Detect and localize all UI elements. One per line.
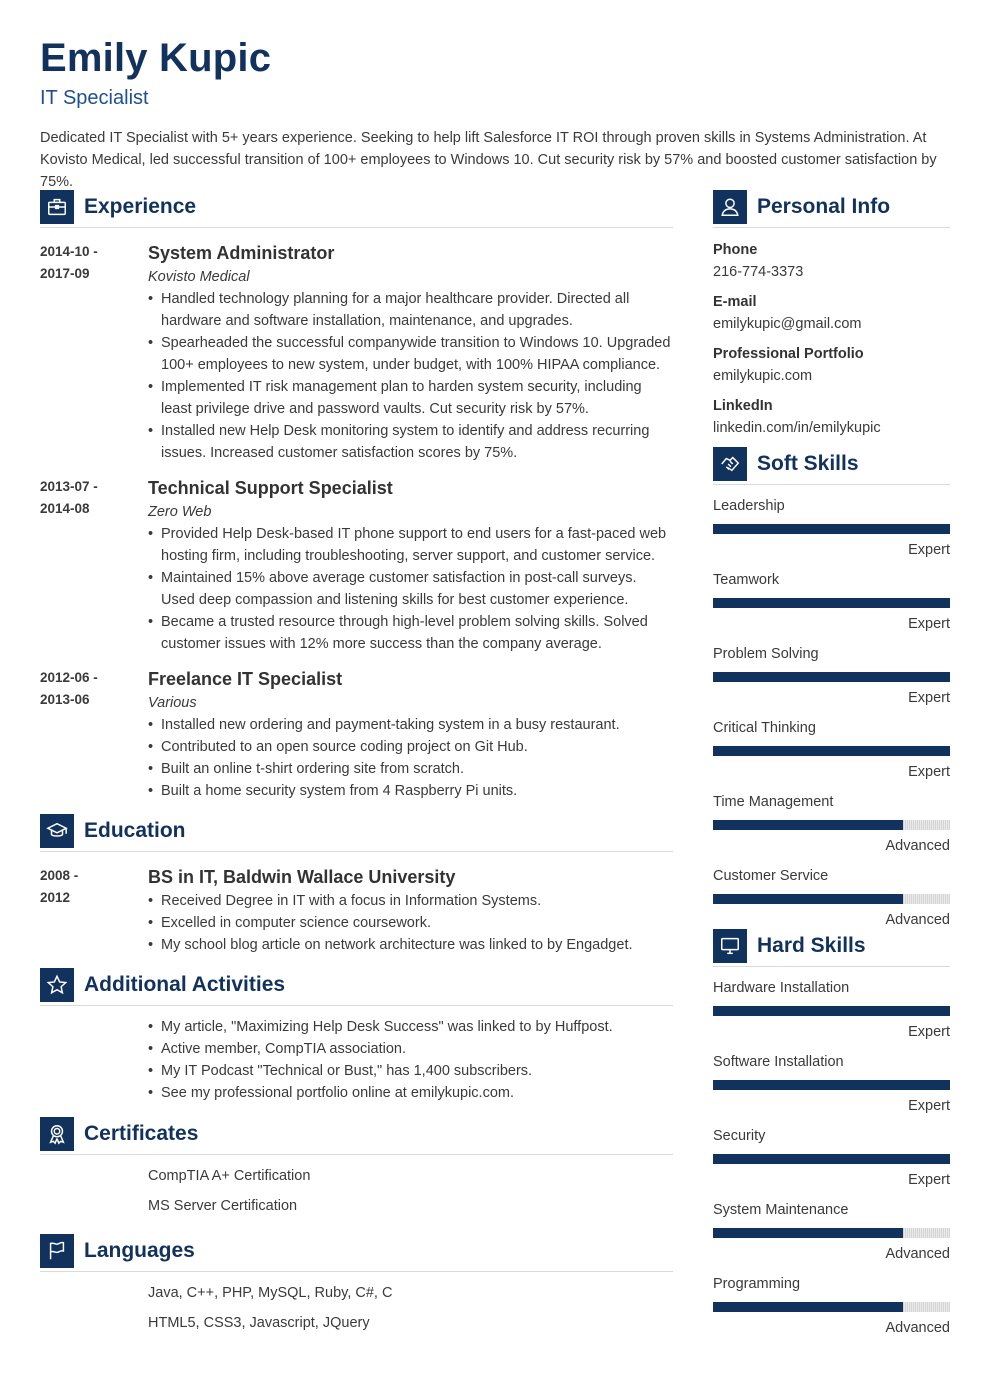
personal-info-title: Personal Info: [757, 195, 891, 218]
phone-value: 216-774-3373: [713, 264, 804, 280]
skill-name: Programming: [713, 1276, 801, 1292]
job-bullets: [148, 714, 673, 802]
sidebar-column: [713, 190, 950, 1347]
job-bullets: [148, 523, 673, 655]
soft-skills-heading: [713, 447, 950, 481]
bullet: • My IT Podcast "Technical or Bust," has 1,400 subscribers.: [148, 1060, 673, 1082]
date-end: 2012: [40, 890, 71, 905]
language-item: HTML5, CSS3, Javascript, JQuery: [148, 1315, 370, 1331]
certificates-section: [40, 1117, 673, 1221]
date-start: 2012-06 -: [40, 670, 98, 685]
skill-level-bar: [713, 1302, 950, 1312]
portfolio-value: emilykupic.com: [713, 368, 813, 384]
job-dates: [40, 476, 140, 520]
handshake-icon: [713, 447, 747, 481]
bullet: • Built an online t-shirt ordering site from scratch.: [148, 758, 673, 780]
date-end: 2014-08: [40, 501, 90, 516]
education-heading: [40, 814, 673, 848]
hard-skills-section: [713, 929, 950, 1347]
date-end: 2017-09: [40, 266, 90, 281]
bullet: • Spearheaded the successful companywide transition to Windows 10. Upgraded 100+ employees to new system, under budget, with 100% HIPAA compliance.: [148, 332, 673, 376]
skill-level-fill: [713, 1302, 903, 1312]
skill-level-bar: [713, 1006, 950, 1016]
job-company: Various: [148, 695, 197, 711]
bullet: • My school blog article on network architecture was linked to by Engadget.: [148, 934, 673, 956]
activities-entry: [40, 1016, 673, 1104]
education-entry: [40, 864, 673, 956]
skill-level-label: Expert: [908, 542, 950, 558]
job-bullets: [148, 288, 673, 464]
skill-level-bar: [713, 672, 950, 682]
skill-level-label: Advanced: [885, 912, 950, 928]
languages-heading: [40, 1234, 673, 1268]
bullet: • See my professional portfolio online at emilykupic.com.: [148, 1082, 673, 1104]
experience-title: Experience: [84, 195, 197, 218]
profile-summary: Dedicated IT Specialist with 5+ years experience. Seeking to help lift Salesforce IT ROI through proven skills in Systems Administration. At Kovisto Medical, led successful transition of 100+ employees to Windows 10. Cut security risk by 57% and boosted customer satisfaction by 75%.: [40, 130, 937, 190]
skill-level-fill: [713, 1080, 950, 1090]
skill-level-label: Advanced: [885, 1320, 950, 1336]
personal-info-heading: [713, 190, 950, 224]
job-entry: [40, 666, 673, 802]
candidate-name: Emily Kupic: [40, 36, 272, 80]
graduation-cap-icon: [40, 814, 74, 848]
skill-level-label: Expert: [908, 764, 950, 780]
date-start: 2008 -: [40, 868, 79, 883]
experience-section: [40, 190, 673, 802]
resume-page: [40, 0, 950, 1400]
skill-row: [713, 717, 950, 791]
skill-name: Software Installation: [713, 1054, 844, 1070]
skill-row: [713, 977, 950, 1051]
skill-level-label: Expert: [908, 690, 950, 706]
bullet: • Became a trusted resource through high-level problem solving skills. Solved customer issues with 12% more success than the company average.: [148, 611, 673, 655]
job-company: Zero Web: [148, 504, 212, 520]
bullet: • Maintained 15% above average customer satisfaction in post-call surveys. Used deep compassion and listening skills for best customer experience.: [148, 567, 673, 611]
star-icon: [40, 968, 74, 1002]
skill-name: Teamwork: [713, 572, 780, 588]
job-role: Technical Support Specialist: [148, 478, 393, 498]
job-company: Kovisto Medical: [148, 269, 250, 285]
job-role: System Administrator: [148, 243, 335, 263]
skill-level-bar: [713, 820, 950, 830]
portfolio-label: Professional Portfolio: [713, 346, 864, 362]
skill-level-fill: [713, 672, 950, 682]
skill-level-bar: [713, 746, 950, 756]
skill-level-bar: [713, 1228, 950, 1238]
skill-row: [713, 791, 950, 865]
education-title: Education: [84, 819, 186, 842]
skill-level-bar: [713, 1080, 950, 1090]
skill-level-fill: [713, 894, 903, 904]
experience-heading: [40, 190, 673, 224]
briefcase-icon: [40, 190, 74, 224]
soft-skills-section: [713, 447, 950, 939]
skill-level-bar: [713, 524, 950, 534]
certificate-item: MS Server Certification: [148, 1198, 298, 1214]
skill-row: [713, 1199, 950, 1273]
skill-name: Security: [713, 1128, 766, 1144]
date-start: 2013-07 -: [40, 479, 98, 494]
hard-skills-heading: [713, 929, 950, 963]
linkedin-label: LinkedIn: [713, 398, 773, 414]
certificates-list: [40, 1161, 673, 1221]
bullet: • Contributed to an open source coding project on Git Hub.: [148, 736, 673, 758]
education-bullets: [148, 890, 673, 956]
language-item: Java, C++, PHP, MySQL, Ruby, C#, C: [148, 1285, 393, 1301]
activities-bullets: [148, 1016, 673, 1104]
certificates-heading: [40, 1117, 673, 1151]
skill-name: Problem Solving: [713, 646, 819, 662]
activities-title: Additional Activities: [84, 973, 286, 996]
job-entry: [40, 475, 673, 655]
email-label: E-mail: [713, 294, 757, 310]
phone-label: Phone: [713, 242, 758, 258]
skill-level-bar: [713, 1154, 950, 1164]
email-value: emilykupic@gmail.com: [713, 316, 862, 332]
skill-row: [713, 1125, 950, 1199]
soft-skills-title: Soft Skills: [757, 452, 859, 475]
bullet: • Active member, CompTIA association.: [148, 1038, 673, 1060]
skill-level-fill: [713, 746, 950, 756]
main-column: [40, 190, 673, 1338]
skill-level-bar: [713, 894, 950, 904]
bullet: • Installed new Help Desk monitoring system to identify and address recurring issues. Increased customer satisfaction scores by 75%.: [148, 420, 673, 464]
job-role: Freelance IT Specialist: [148, 669, 343, 689]
skill-name: Customer Service: [713, 868, 829, 884]
education-dates: [40, 865, 140, 909]
monitor-icon: [713, 929, 747, 963]
skill-row: [713, 495, 950, 569]
skill-name: Hardware Installation: [713, 980, 850, 996]
job-entry: [40, 240, 673, 464]
skill-level-fill: [713, 524, 950, 534]
skill-name: System Maintenance: [713, 1202, 849, 1218]
skill-level-fill: [713, 1154, 950, 1164]
activities-heading: [40, 968, 673, 1002]
skill-name: Time Management: [713, 794, 834, 810]
education-section: [40, 814, 673, 956]
bullet: • Built a home security system from 4 Raspberry Pi units.: [148, 780, 673, 802]
skill-level-fill: [713, 820, 903, 830]
certificates-title: Certificates: [84, 1122, 199, 1145]
soft-skills-list: [713, 495, 950, 939]
skill-level-fill: [713, 598, 950, 608]
degree: BS in IT, Baldwin Wallace University: [148, 867, 456, 887]
skill-name: Critical Thinking: [713, 720, 816, 736]
date-start: 2014-10 -: [40, 244, 98, 259]
bullet: • Installed new ordering and payment-taking system in a busy restaurant.: [148, 714, 673, 736]
bullet: • Excelled in computer science coursework.: [148, 912, 673, 934]
skill-level-label: Expert: [908, 1024, 950, 1040]
bullet: • Received Degree in IT with a focus in Information Systems.: [148, 890, 673, 912]
skill-level-label: Advanced: [885, 1246, 950, 1262]
skill-level-label: Expert: [908, 1172, 950, 1188]
skill-level-label: Expert: [908, 1098, 950, 1114]
skill-name: Leadership: [713, 498, 785, 514]
date-end: 2013-06: [40, 692, 90, 707]
personal-info-fields: [713, 239, 950, 439]
bullet: • My article, "Maximizing Help Desk Success" was linked to by Huffpost.: [148, 1016, 673, 1038]
skill-level-label: Expert: [908, 616, 950, 632]
certificate-item: CompTIA A+ Certification: [148, 1168, 311, 1184]
activities-section: [40, 968, 673, 1104]
job-dates: [40, 241, 140, 285]
skill-row: [713, 643, 950, 717]
award-ribbon-icon: [40, 1117, 74, 1151]
skill-level-label: Advanced: [885, 838, 950, 854]
job-title: IT Specialist: [40, 87, 149, 109]
skill-row: [713, 1051, 950, 1125]
skill-row: [713, 865, 950, 939]
hard-skills-title: Hard Skills: [757, 934, 866, 957]
bullet: • Provided Help Desk-based IT phone support to end users for a fast-paced web hosting firm, including troubleshooting, server support, and customer service.: [148, 523, 673, 567]
hard-skills-list: [713, 977, 950, 1347]
user-icon: [713, 190, 747, 224]
languages-section: [40, 1234, 673, 1338]
flag-icon: [40, 1234, 74, 1268]
bullet: • Implemented IT risk management plan to harden system security, including least privilege drive and password vaults. Cut security risk by 57%.: [148, 376, 673, 420]
personal-info-section: [713, 190, 950, 439]
skill-row: [713, 1273, 950, 1347]
languages-list: [40, 1278, 673, 1338]
skill-level-fill: [713, 1006, 950, 1016]
bullet: • Handled technology planning for a major healthcare provider. Directed all hardware and software installation, maintenance, and upgrades.: [148, 288, 673, 332]
linkedin-value: linkedin.com/in/emilykupic: [713, 420, 881, 436]
languages-title: Languages: [84, 1239, 195, 1262]
skill-level-bar: [713, 598, 950, 608]
skill-row: [713, 569, 950, 643]
job-dates: [40, 667, 140, 711]
skill-level-fill: [713, 1228, 903, 1238]
